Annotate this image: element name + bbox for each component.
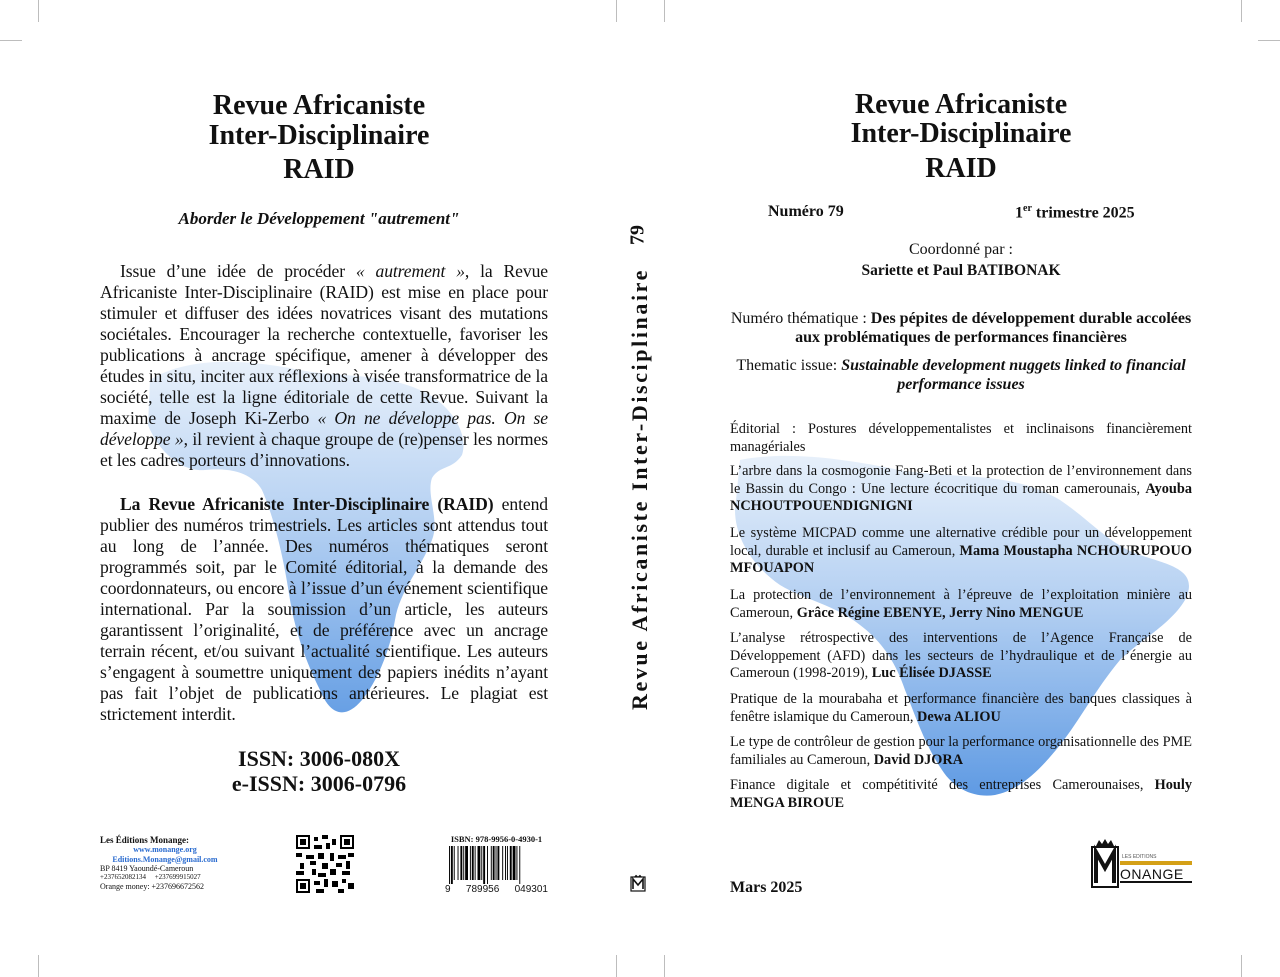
toc-item-title: L’arbre dans la cosmogonie Fang-Beti et la protection de l’environnement dans le Bassin du Congo : Une lecture écocritique du roman camerounais, <box>730 463 1192 497</box>
publisher-info <box>100 836 230 892</box>
barcode-bar <box>449 846 450 884</box>
toc-item <box>730 525 1192 578</box>
spine-title: Revue Africaniste Inter-Disciplinaire <box>627 267 652 711</box>
toc-item-author: Houly MENGA BIROUE <box>730 777 1192 811</box>
qr-code-icon <box>296 835 354 893</box>
publisher-phones: +237652082134 +237699915027 <box>100 873 201 882</box>
theme-en-label: Thematic issue: <box>736 357 842 374</box>
publisher-address: BP 8419 Yaoundé-Cameroun <box>100 863 194 873</box>
barcode-bar <box>454 846 455 880</box>
quarter-rest: trimestre 2025 <box>1031 204 1135 222</box>
back-paragraph-2 <box>100 494 548 725</box>
barcode-bar <box>493 846 495 880</box>
back-title-line2: Inter-Disciplinaire <box>208 120 430 151</box>
barcode-bar <box>491 846 492 880</box>
barcode-bar <box>502 846 503 880</box>
front-title-line2: Inter-Disciplinaire <box>850 118 1072 149</box>
barcode-bar <box>507 846 508 880</box>
barcode-bar <box>505 846 506 880</box>
coordinators: Sariette et Paul BATIBONAK <box>861 262 1061 279</box>
toc-item-author: Grâce Régine EBENYE, Jerry Nino MENGUE <box>796 604 1084 621</box>
barcode-bar <box>475 846 476 880</box>
monange-logo-icon <box>630 874 646 892</box>
publisher-name: Les Éditions Monange: <box>100 835 190 845</box>
toc-item-title: L’analyse rétrospective des interventions de l’Agence Française de Développement (AFD) dans les secteurs de l’hydraulique et de l’énergie au Cameroun (1998-2019), <box>730 630 1192 682</box>
toc-item <box>730 630 1192 683</box>
p1-part-b: , la Revue Africaniste Inter-Disciplinaire (RAID) est mise en place pour stimuler et diffuser des idées novatrices visant des mutations sociétales. Encourager la recherche contextuelle, favoriser les publications à ancrage spécifique, amener à développer des études in situ, inciter aux réflexions à visée transformatrice de la société, telle est la ligne éditoriale de cette Revue. Suivant la maxime de Joseph Ki-Zerbo <box>100 261 548 428</box>
issue-quarter <box>1015 203 1135 222</box>
toc-item-author: Mama Moustapha NCHOURUPOUO MFOUAPON <box>730 542 1193 577</box>
toc-item <box>730 587 1192 622</box>
barcode-bar <box>460 846 462 880</box>
barcode-digits <box>445 884 548 895</box>
toc-item-title: Pratique de la mourabaha et performance financière des banques classiques à fenêtre islamique du Cameroun, <box>730 691 1192 725</box>
toc-item-title: Éditorial : Postures développementalistes et inclinaisons financièrement managériales <box>730 421 1192 455</box>
logo-small-text: LES EDITIONS <box>1122 854 1157 860</box>
barcode-bar <box>465 846 468 880</box>
barcode-bar <box>510 846 512 880</box>
e-issn: e-ISSN: 3006-0796 <box>231 771 407 796</box>
back-paragraph-1 <box>100 261 548 471</box>
p1-italic-2: « On ne développe pas. On se développe » <box>100 408 548 449</box>
barcode-bar <box>487 846 488 884</box>
p2-rest: entend publier des numéros trimestriels. Les articles sont attendus tout au long de l’année. Des numéros thématiques seront programmés soit, par le Comité éditorial, à la demande des coordonnateurs, ou encore à l’issue d’un événement scientifique international. Par la soumission d’un article, les auteurs garantissent l’originalité, et de préférence avec un ancrage terrain récent, et/ou suivant l’actualité scientifique. Les auteurs s’engagent à soumettre uniquement des papiers inédits n’ayant pas fait l’objet de publications antérieures. Le plagiat est strictement interdit. <box>100 494 548 724</box>
back-title-raid: RAID <box>283 154 355 185</box>
theme-en-title: Sustainable development nuggets linked to financial performance issues <box>841 357 1186 393</box>
barcode-bar <box>496 846 497 880</box>
theme-fr-label: Numéro thématique : <box>730 310 871 327</box>
barcode-bar <box>516 846 517 880</box>
toc-item-author: David DJORA <box>873 751 964 768</box>
quarter-sup: er <box>1023 203 1032 214</box>
barcode-digits-left: 789956 <box>465 884 500 895</box>
toc-item-author: Dewa ALIOU <box>917 708 1001 725</box>
barcode <box>445 834 548 895</box>
publisher-orange-money: Orange money: +237696672562 <box>100 882 205 892</box>
toc-item <box>730 691 1192 726</box>
barcode-bar <box>519 846 520 884</box>
barcode-bar <box>513 846 516 880</box>
toc-item <box>730 777 1192 812</box>
barcode-bar <box>481 846 482 880</box>
toc-item-title: La protection de l’environnement à l’épreuve de l’exploitation minière au Cameroun, <box>730 587 1192 621</box>
barcode-bar <box>478 846 481 880</box>
toc-item-title: Le système MICPAD comme une alternative crédible pour un développement local, durable et inclusif au Cameroun, <box>730 525 1192 559</box>
front-title-raid: RAID <box>925 153 997 184</box>
toc-item-title: Finance digitale et compétitivité des entreprises Camerounaises, <box>730 777 1155 793</box>
p2-bold: La Revue Africaniste Inter-Disciplinaire (RAID) <box>120 494 494 514</box>
toc-item-title: Le type de contrôleur de gestion pour la performance organisationnelle des PME familiales au Cameroun, <box>730 734 1192 768</box>
issn: ISSN: 3006-080X <box>238 746 400 771</box>
publisher-email[interactable]: Editions.Monange@gmail.com <box>112 854 218 864</box>
coordinated-by-label: Coordonné par : <box>909 241 1013 258</box>
barcode-icon <box>445 846 548 884</box>
barcode-bar <box>497 846 499 880</box>
barcode-bar <box>470 846 471 880</box>
monange-logo <box>1088 838 1194 890</box>
p1-part-a: Issue d’une idée de procéder <box>120 261 356 281</box>
p1-part-c: , il revient à chaque groupe de (re)penser les normes et les cadres porteurs d’innovations. <box>100 429 548 470</box>
barcode-bar <box>451 846 453 884</box>
toc-item <box>730 421 1192 456</box>
barcode-digits-right: 049301 <box>514 884 548 895</box>
barcode-bar <box>483 846 485 884</box>
theme-french <box>730 309 1192 347</box>
toc-item <box>730 734 1192 769</box>
barcode-digit-lead: 9 <box>445 884 451 895</box>
toc-item-author: Luc Élisée DJASSE <box>871 665 992 682</box>
barcode-bar <box>463 846 464 880</box>
publisher-website[interactable]: www.monange.org <box>133 845 197 855</box>
monange-logo-icon <box>1088 838 1194 890</box>
p1-italic-1: « autrement » <box>355 261 465 281</box>
publication-date: Mars 2025 <box>730 879 803 896</box>
quarter-prefix: 1 <box>1015 204 1023 222</box>
barcode-bar <box>472 846 474 880</box>
issue-number: Numéro 79 <box>768 203 844 220</box>
front-title-line1: Revue Africaniste <box>854 89 1068 120</box>
theme-english <box>730 356 1192 394</box>
table-of-contents <box>730 421 1192 821</box>
toc-item-author: Ayouba NCHOUTPOUENDIGNIGNI <box>730 480 1192 515</box>
logo-text: ONANGE <box>1120 866 1184 882</box>
toc-item <box>730 463 1192 516</box>
barcode-bar <box>458 846 459 880</box>
back-title-line1: Revue Africaniste <box>212 90 426 121</box>
spine-number: 79 <box>626 225 649 245</box>
back-subtitle: Aborder le Développement "autrement" <box>178 209 460 228</box>
isbn-label: ISBN: 978-9956-0-4930-1 <box>450 834 543 844</box>
theme-fr-title: Des pépites de développement durable accolées aux problématiques de performances financières <box>795 310 1192 346</box>
